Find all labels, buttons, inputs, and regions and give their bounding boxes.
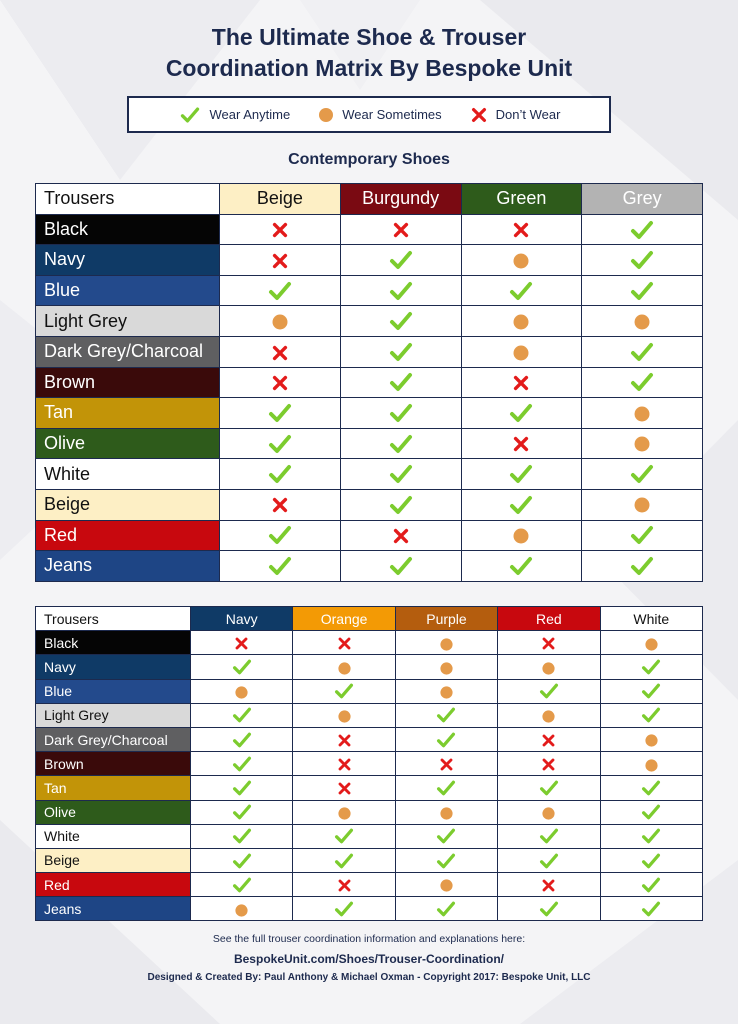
trouser-label: Black (36, 214, 220, 245)
check-icon (508, 555, 534, 575)
check-icon (640, 803, 662, 819)
check-icon (388, 371, 414, 391)
rating-cell (461, 367, 582, 398)
dot-icon (318, 107, 334, 123)
check-icon (231, 827, 253, 843)
footer-credits: Designed & Created By: Paul Anthony & Michael Oxman - Copyright 2017: Bespoke Unit, LLC (147, 972, 591, 983)
rating-cell (395, 703, 497, 727)
footer-link[interactable]: BespokeUnit.com/Shoes/Trouser-Coordination/ (233, 952, 505, 966)
rating-cell (220, 551, 341, 582)
rating-cell (191, 848, 293, 872)
cross-icon (337, 731, 352, 747)
cross-icon (271, 219, 289, 239)
rating-cell (340, 520, 461, 551)
rating-cell (191, 631, 293, 655)
rating-cell (582, 367, 703, 398)
dot-icon (542, 804, 555, 820)
trouser-label: Dark Grey/Charcoal (36, 336, 220, 367)
shoe-column-purple: Purple (395, 607, 497, 631)
check-icon (640, 658, 662, 674)
rating-cell (293, 776, 395, 800)
check-icon (629, 279, 655, 299)
rating-cell (582, 520, 703, 551)
rating-cell (461, 551, 582, 582)
cross-icon (271, 494, 289, 514)
rating-cell (582, 551, 703, 582)
check-icon (388, 463, 414, 483)
rating-cell (191, 824, 293, 848)
legend-item-yes (178, 105, 291, 125)
table-row (36, 367, 703, 398)
check-icon (178, 105, 202, 125)
cross-icon (541, 634, 556, 650)
shoe-column-beige: Beige (220, 184, 341, 215)
dot-icon (338, 707, 351, 723)
rating-cell (582, 245, 703, 276)
rating-cell (600, 873, 702, 897)
check-icon (231, 851, 253, 867)
cross-icon (541, 876, 556, 892)
rating-cell (293, 873, 395, 897)
rating-cell (498, 897, 600, 921)
rating-cell (498, 873, 600, 897)
check-icon (435, 779, 457, 795)
check-icon (640, 876, 662, 892)
rating-cell (220, 428, 341, 459)
legend-label-no: Don’t Wear (495, 107, 561, 122)
rating-cell (220, 275, 341, 306)
rating-cell (600, 824, 702, 848)
dot-icon (235, 901, 248, 917)
cross-icon (337, 634, 352, 650)
dot-icon (235, 683, 248, 699)
dot-icon (338, 659, 351, 675)
check-icon (640, 706, 662, 722)
shoe-column-grey: Grey (582, 184, 703, 215)
cross-icon (512, 372, 530, 392)
table-row (36, 824, 703, 848)
dot-icon (634, 402, 650, 422)
rating-cell (340, 367, 461, 398)
footer-note: See the full trouser coordination information and explanations here: (212, 933, 526, 945)
rating-cell (395, 727, 497, 751)
rating-cell (220, 398, 341, 429)
rating-cell (293, 703, 395, 727)
cross-icon (337, 755, 352, 771)
trouser-label: Red (36, 520, 220, 551)
trouser-label: Beige (36, 489, 220, 520)
rating-cell (340, 245, 461, 276)
legend-item-maybe (318, 107, 441, 123)
dot-icon (440, 877, 453, 893)
trouser-label: Red (36, 873, 191, 897)
rating-cell (498, 679, 600, 703)
rating-cell (582, 214, 703, 245)
table-row (36, 336, 703, 367)
check-icon (629, 555, 655, 575)
table-row (36, 398, 703, 429)
rating-cell (220, 336, 341, 367)
dot-icon (513, 341, 529, 361)
check-icon (508, 279, 534, 299)
check-icon (435, 900, 457, 916)
rating-cell (340, 459, 461, 490)
cross-icon (234, 634, 249, 650)
dot-icon (440, 804, 453, 820)
check-icon (267, 524, 293, 544)
check-icon (231, 706, 253, 722)
trouser-label: Beige (36, 848, 191, 872)
rating-cell (191, 776, 293, 800)
title-line-2: Coordination Matrix By Bespoke Unit (165, 55, 573, 81)
table-row (36, 776, 703, 800)
rating-cell (340, 214, 461, 245)
table-row (36, 873, 703, 897)
shoe-column-burgundy: Burgundy (340, 184, 461, 215)
check-icon (629, 341, 655, 361)
table-row (36, 428, 703, 459)
rating-cell (340, 489, 461, 520)
shoe-column-orange: Orange (293, 607, 395, 631)
header-row (36, 607, 703, 631)
rating-cell (461, 214, 582, 245)
rating-cell (582, 275, 703, 306)
trouser-label: Brown (36, 367, 220, 398)
rating-cell (582, 336, 703, 367)
check-icon (629, 249, 655, 269)
check-icon (231, 876, 253, 892)
rating-cell (395, 824, 497, 848)
rating-cell (600, 679, 702, 703)
rating-cell (582, 489, 703, 520)
trouser-label: Light Grey (36, 306, 220, 337)
cross-icon (337, 780, 352, 796)
check-icon (508, 494, 534, 514)
table-row (36, 214, 703, 245)
rating-cell (191, 752, 293, 776)
check-icon (388, 310, 414, 330)
rating-cell (498, 800, 600, 824)
check-icon (388, 555, 414, 575)
trousers-header: Trousers (36, 184, 220, 215)
check-icon (640, 900, 662, 916)
rating-cell (220, 367, 341, 398)
header-row (36, 184, 703, 215)
rating-cell (293, 655, 395, 679)
rating-cell (582, 428, 703, 459)
rating-cell (340, 336, 461, 367)
rating-cell (191, 800, 293, 824)
trouser-label: Blue (36, 275, 220, 306)
dot-icon (513, 525, 529, 545)
table-row (36, 800, 703, 824)
rating-cell (293, 679, 395, 703)
rating-cell (498, 631, 600, 655)
rating-cell (293, 848, 395, 872)
table-row (36, 897, 703, 921)
dot-icon (440, 659, 453, 675)
cross-icon (337, 876, 352, 892)
check-icon (629, 524, 655, 544)
table-row (36, 655, 703, 679)
rating-cell (395, 631, 497, 655)
cross-icon (541, 731, 556, 747)
rating-cell (600, 897, 702, 921)
check-icon (538, 779, 560, 795)
trouser-label: Tan (36, 776, 191, 800)
rating-cell (220, 459, 341, 490)
cross-icon (271, 372, 289, 392)
rating-cell (461, 336, 582, 367)
rating-cell (395, 752, 497, 776)
check-icon (267, 432, 293, 452)
cross-icon (439, 755, 454, 771)
dot-icon (440, 683, 453, 699)
rating-cell (395, 897, 497, 921)
check-icon (388, 494, 414, 514)
cross-icon (271, 341, 289, 361)
check-icon (231, 779, 253, 795)
rating-cell (461, 428, 582, 459)
trouser-label: Jeans (36, 897, 191, 921)
cross-icon (392, 525, 410, 545)
rating-cell (498, 824, 600, 848)
trouser-label: Blue (36, 679, 191, 703)
cross-icon (512, 219, 530, 239)
rating-cell (293, 800, 395, 824)
rating-cell (498, 848, 600, 872)
matrix-table-contemporary (35, 183, 703, 582)
table-row (36, 306, 703, 337)
rating-cell (293, 897, 395, 921)
trouser-label: Olive (36, 428, 220, 459)
rating-cell (395, 776, 497, 800)
check-icon (388, 279, 414, 299)
rating-cell (220, 245, 341, 276)
rating-cell (293, 824, 395, 848)
trouser-label: Jeans (36, 551, 220, 582)
check-icon (267, 555, 293, 575)
check-icon (333, 900, 355, 916)
trouser-label: Navy (36, 245, 220, 276)
rating-cell (395, 800, 497, 824)
rating-cell (461, 306, 582, 337)
trouser-label: Navy (36, 655, 191, 679)
trouser-label: Olive (36, 800, 191, 824)
cross-icon (271, 249, 289, 269)
shoe-column-navy: Navy (191, 607, 293, 631)
rating-cell (600, 631, 702, 655)
dot-icon (440, 635, 453, 651)
table-row (36, 275, 703, 306)
check-icon (231, 730, 253, 746)
check-icon (629, 371, 655, 391)
table-row (36, 489, 703, 520)
rating-cell (461, 520, 582, 551)
check-icon (640, 827, 662, 843)
trouser-label: White (36, 824, 191, 848)
trouser-label: White (36, 459, 220, 490)
dot-icon (542, 707, 555, 723)
check-icon (508, 402, 534, 422)
check-icon (640, 779, 662, 795)
rating-cell (293, 727, 395, 751)
rating-cell (600, 800, 702, 824)
rating-cell (220, 214, 341, 245)
legend (127, 96, 611, 133)
dot-icon (634, 433, 650, 453)
check-icon (538, 827, 560, 843)
rating-cell (220, 306, 341, 337)
dot-icon (645, 635, 658, 651)
rating-cell (191, 873, 293, 897)
check-icon (538, 851, 560, 867)
rating-cell (461, 245, 582, 276)
rating-cell (498, 703, 600, 727)
check-icon (267, 463, 293, 483)
table-row (36, 459, 703, 490)
rating-cell (600, 752, 702, 776)
check-icon (388, 402, 414, 422)
check-icon (508, 463, 534, 483)
rating-cell (461, 275, 582, 306)
rating-cell (191, 727, 293, 751)
title-line-1: The Ultimate Shoe & Trouser (211, 24, 527, 50)
rating-cell (600, 776, 702, 800)
check-icon (640, 682, 662, 698)
rating-cell (395, 655, 497, 679)
legend-item-no (470, 106, 561, 124)
table-row (36, 551, 703, 582)
table-row (36, 703, 703, 727)
check-icon (435, 730, 457, 746)
cross-icon (392, 219, 410, 239)
rating-cell (582, 459, 703, 490)
shoe-column-red: Red (498, 607, 600, 631)
check-icon (333, 827, 355, 843)
rating-cell (600, 727, 702, 751)
rating-cell (582, 398, 703, 429)
check-icon (640, 851, 662, 867)
rating-cell (293, 752, 395, 776)
check-icon (629, 218, 655, 238)
cross-icon (512, 433, 530, 453)
table-row (36, 679, 703, 703)
shoe-column-white: White (600, 607, 702, 631)
dot-icon (645, 732, 658, 748)
check-icon (435, 706, 457, 722)
legend-label-yes: Wear Anytime (209, 107, 291, 122)
rating-cell (220, 489, 341, 520)
rating-cell (395, 848, 497, 872)
trouser-label: Black (36, 631, 191, 655)
check-icon (333, 682, 355, 698)
rating-cell (340, 398, 461, 429)
matrix-table-secondary (35, 606, 703, 921)
cross-icon (541, 755, 556, 771)
rating-cell (293, 631, 395, 655)
rating-cell (600, 655, 702, 679)
cross-icon (470, 106, 488, 124)
rating-cell (498, 655, 600, 679)
section-title-contemporary: Contemporary Shoes (288, 151, 450, 168)
check-icon (333, 851, 355, 867)
trouser-label: Light Grey (36, 703, 191, 727)
rating-cell (191, 679, 293, 703)
dot-icon (513, 249, 529, 269)
page-title (0, 22, 738, 84)
check-icon (388, 341, 414, 361)
dot-icon (645, 756, 658, 772)
trouser-label: Brown (36, 752, 191, 776)
rating-cell (340, 428, 461, 459)
table-row (36, 727, 703, 751)
legend-label-maybe: Wear Sometimes (342, 107, 442, 122)
dot-icon (272, 311, 288, 331)
dot-icon (634, 311, 650, 331)
rating-cell (498, 727, 600, 751)
rating-cell (498, 752, 600, 776)
rating-cell (498, 776, 600, 800)
rating-cell (220, 520, 341, 551)
rating-cell (191, 703, 293, 727)
table-row (36, 752, 703, 776)
rating-cell (340, 306, 461, 337)
check-icon (538, 900, 560, 916)
check-icon (231, 658, 253, 674)
trouser-label: Dark Grey/Charcoal (36, 727, 191, 751)
rating-cell (395, 679, 497, 703)
table-row (36, 520, 703, 551)
rating-cell (191, 655, 293, 679)
check-icon (231, 755, 253, 771)
rating-cell (191, 897, 293, 921)
trousers-header: Trousers (36, 607, 191, 631)
check-icon (538, 682, 560, 698)
check-icon (267, 402, 293, 422)
dot-icon (634, 494, 650, 514)
check-icon (231, 803, 253, 819)
table-row (36, 848, 703, 872)
dot-icon (513, 311, 529, 331)
table-row (36, 245, 703, 276)
rating-cell (461, 398, 582, 429)
rating-cell (340, 551, 461, 582)
rating-cell (461, 489, 582, 520)
rating-cell (340, 275, 461, 306)
check-icon (435, 851, 457, 867)
dot-icon (338, 804, 351, 820)
check-icon (435, 827, 457, 843)
rating-cell (461, 459, 582, 490)
rating-cell (582, 306, 703, 337)
check-icon (388, 249, 414, 269)
check-icon (629, 463, 655, 483)
check-icon (388, 432, 414, 452)
shoe-column-green: Green (461, 184, 582, 215)
table-row (36, 631, 703, 655)
rating-cell (600, 848, 702, 872)
rating-cell (395, 873, 497, 897)
rating-cell (600, 703, 702, 727)
dot-icon (542, 659, 555, 675)
trouser-label: Tan (36, 398, 220, 429)
check-icon (267, 279, 293, 299)
